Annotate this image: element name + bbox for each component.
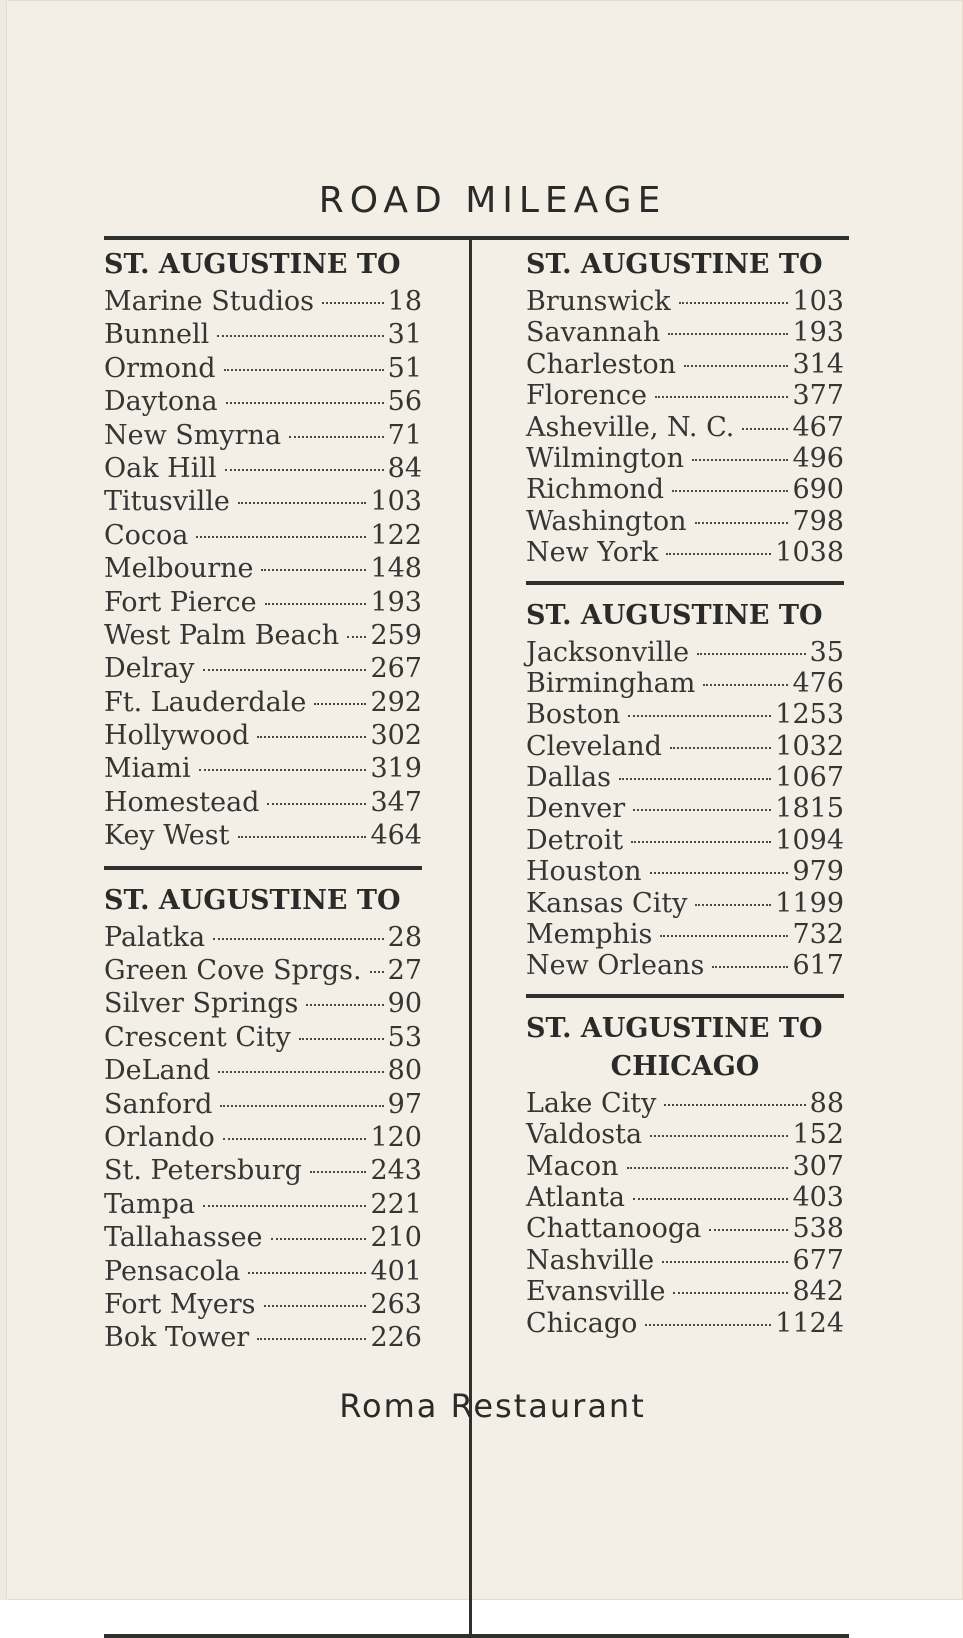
mileage-value: 210 bbox=[370, 1222, 422, 1254]
destination-name: Miami bbox=[104, 753, 191, 785]
destination-name: Palatka bbox=[104, 921, 206, 953]
mileage-value: 842 bbox=[792, 1276, 844, 1308]
mileage-row bbox=[104, 386, 422, 419]
mileage-row bbox=[104, 1055, 422, 1088]
dot-leader bbox=[203, 669, 367, 671]
mileage-row bbox=[526, 793, 844, 824]
destination-name: Green Cove Sprgs. bbox=[104, 955, 362, 987]
dot-leader bbox=[225, 469, 384, 471]
destination-name: Fort Pierce bbox=[104, 586, 257, 618]
mileage-value: 467 bbox=[792, 411, 844, 443]
section-rule bbox=[526, 994, 844, 998]
mileage-row bbox=[104, 687, 422, 720]
mileage-row bbox=[104, 1289, 422, 1322]
destination-name: Homestead bbox=[104, 786, 260, 818]
destination-name: Kansas City bbox=[526, 887, 688, 919]
destination-name: Nashville bbox=[526, 1244, 655, 1276]
mileage-value: 1253 bbox=[775, 699, 844, 731]
mileage-value: 263 bbox=[370, 1288, 422, 1320]
mileage-row bbox=[104, 1222, 422, 1255]
mileage-value: 1199 bbox=[775, 887, 844, 919]
destination-name: Chicago bbox=[526, 1307, 638, 1339]
mileage-row bbox=[526, 856, 844, 887]
dot-leader bbox=[271, 1238, 367, 1240]
destination-name: Brunswick bbox=[526, 286, 671, 317]
mileage-value: 1124 bbox=[775, 1307, 844, 1339]
dot-leader bbox=[712, 966, 788, 968]
mileage-row bbox=[104, 1256, 422, 1289]
mileage-row bbox=[526, 1308, 844, 1339]
dot-leader bbox=[314, 703, 366, 705]
section-heading: ST. AUGUSTINE TO bbox=[526, 1012, 823, 1044]
mileage-value: 193 bbox=[370, 586, 422, 618]
mileage-row bbox=[526, 1119, 844, 1150]
mileage-row bbox=[104, 553, 422, 586]
mileage-row bbox=[104, 787, 422, 820]
mileage-row bbox=[526, 286, 844, 317]
destination-name: Delray bbox=[104, 653, 195, 685]
destination-name: Oak Hill bbox=[104, 452, 217, 484]
dot-leader bbox=[220, 1105, 383, 1107]
destination-name: New Orleans bbox=[526, 950, 705, 982]
dot-leader bbox=[664, 1104, 805, 1106]
mileage-value: 90 bbox=[387, 988, 422, 1020]
dot-leader bbox=[679, 302, 789, 304]
mileage-row bbox=[104, 922, 422, 955]
mileage-value: 103 bbox=[370, 486, 422, 518]
mileage-row bbox=[526, 537, 844, 568]
dot-leader bbox=[224, 369, 384, 371]
mileage-row bbox=[526, 762, 844, 793]
destination-name: Pensacola bbox=[104, 1255, 241, 1287]
mileage-value: 690 bbox=[792, 474, 844, 506]
mileage-row bbox=[526, 668, 844, 699]
mileage-row bbox=[526, 474, 844, 505]
mileage-value: 152 bbox=[792, 1119, 844, 1151]
mileage-row bbox=[104, 955, 422, 988]
destination-name: Savannah bbox=[526, 317, 661, 349]
mileage-row bbox=[526, 699, 844, 730]
dot-leader bbox=[265, 603, 367, 605]
dot-leader bbox=[347, 636, 366, 638]
mileage-value: 31 bbox=[387, 319, 422, 351]
destination-name: Bunnell bbox=[104, 319, 210, 351]
mileage-value: 80 bbox=[387, 1055, 422, 1087]
dot-leader bbox=[692, 459, 789, 461]
mileage-row bbox=[104, 319, 422, 352]
mileage-value: 319 bbox=[370, 753, 422, 785]
mileage-value: 51 bbox=[387, 352, 422, 384]
mileage-row bbox=[526, 919, 844, 950]
dot-leader bbox=[666, 553, 771, 555]
section-heading: ST. AUGUSTINE TO bbox=[104, 249, 401, 280]
mileage-row bbox=[526, 506, 844, 537]
mileage-value: 88 bbox=[809, 1087, 844, 1119]
mileage-row bbox=[104, 286, 422, 319]
destination-name: Bok Tower bbox=[104, 1322, 250, 1354]
dot-leader bbox=[196, 536, 366, 538]
mileage-row bbox=[104, 420, 422, 453]
destination-name: Ft. Lauderdale bbox=[104, 686, 307, 718]
mileage-value: 71 bbox=[387, 419, 422, 451]
destination-name: Macon bbox=[526, 1150, 619, 1182]
mileage-row bbox=[526, 443, 844, 474]
mileage-row bbox=[526, 950, 844, 981]
mileage-value: 97 bbox=[387, 1088, 422, 1120]
dot-leader bbox=[370, 971, 384, 973]
dot-leader bbox=[628, 715, 771, 717]
dot-leader bbox=[238, 502, 367, 504]
mileage-row bbox=[104, 1022, 422, 1055]
mileage-value: 377 bbox=[792, 380, 844, 412]
mileage-value: 53 bbox=[387, 1021, 422, 1053]
dot-leader bbox=[217, 335, 383, 337]
mileage-value: 307 bbox=[792, 1150, 844, 1182]
dot-leader bbox=[670, 747, 771, 749]
left-column bbox=[104, 248, 422, 1356]
destination-name: Cleveland bbox=[526, 730, 662, 762]
mileage-value: 464 bbox=[370, 820, 422, 852]
dot-leader bbox=[322, 302, 384, 304]
mileage-value: 401 bbox=[370, 1255, 422, 1287]
mileage-row bbox=[104, 988, 422, 1021]
mileage-value: 120 bbox=[370, 1121, 422, 1153]
dot-leader bbox=[650, 1135, 788, 1137]
destination-name: Titusville bbox=[104, 486, 230, 518]
destination-name: New York bbox=[526, 537, 659, 569]
mileage-value: 677 bbox=[792, 1244, 844, 1276]
destination-name: Valdosta bbox=[526, 1119, 643, 1151]
destination-name: Crescent City bbox=[104, 1021, 291, 1053]
mileage-value: 221 bbox=[370, 1188, 422, 1220]
section-rule bbox=[526, 581, 844, 585]
mileage-value: 617 bbox=[792, 950, 844, 982]
destination-name: Asheville, N. C. bbox=[526, 411, 735, 443]
mileage-value: 259 bbox=[370, 619, 422, 651]
dot-leader bbox=[299, 1038, 384, 1040]
destination-name: Birmingham bbox=[526, 667, 696, 699]
mileage-value: 496 bbox=[792, 442, 844, 474]
section-subheading: CHICAGO bbox=[610, 1050, 760, 1082]
dot-leader bbox=[662, 1261, 788, 1263]
dot-leader bbox=[645, 1324, 771, 1326]
right-column bbox=[526, 248, 844, 1339]
mileage-value: 193 bbox=[792, 317, 844, 349]
dot-leader bbox=[633, 1198, 789, 1200]
section-heading: ST. AUGUSTINE TO bbox=[526, 249, 823, 280]
mileage-value: 226 bbox=[370, 1322, 422, 1354]
destination-name: Daytona bbox=[104, 386, 218, 418]
mileage-row bbox=[526, 731, 844, 762]
mileage-row bbox=[104, 1189, 422, 1222]
dot-leader bbox=[695, 522, 789, 524]
mileage-value: 403 bbox=[792, 1181, 844, 1213]
dot-leader bbox=[703, 684, 788, 686]
destination-name: New Smyrna bbox=[104, 419, 282, 451]
destination-name: Fort Myers bbox=[104, 1288, 256, 1320]
page-title: ROAD MILEAGE bbox=[318, 180, 667, 221]
destination-name: Cocoa bbox=[104, 519, 189, 551]
destination-name: Orlando bbox=[104, 1121, 215, 1153]
destination-name: Tallahassee bbox=[104, 1222, 263, 1254]
mileage-value: 1094 bbox=[775, 824, 844, 856]
mileage-value: 122 bbox=[370, 519, 422, 551]
section-heading: ST. AUGUSTINE TO bbox=[526, 599, 823, 631]
mileage-value: 27 bbox=[387, 955, 422, 987]
dot-leader bbox=[697, 653, 806, 655]
mileage-row bbox=[104, 353, 422, 386]
destination-name: Chattanooga bbox=[526, 1213, 702, 1245]
mileage-row bbox=[526, 380, 844, 411]
mileage-row bbox=[104, 753, 422, 786]
dot-leader bbox=[668, 333, 788, 335]
mileage-row bbox=[526, 1182, 844, 1213]
mileage-row bbox=[104, 820, 422, 853]
mileage-row bbox=[104, 1322, 422, 1355]
mileage-row bbox=[526, 888, 844, 919]
destination-name: Dallas bbox=[526, 762, 611, 794]
dot-leader bbox=[627, 1167, 789, 1169]
destination-name: Melbourne bbox=[104, 553, 254, 585]
dot-leader bbox=[672, 490, 788, 492]
destination-name: St. Petersburg bbox=[104, 1155, 302, 1187]
destination-name: Florence bbox=[526, 380, 647, 412]
dot-leader bbox=[199, 769, 367, 771]
destination-name: Evansville bbox=[526, 1276, 666, 1308]
destination-name: Tampa bbox=[104, 1188, 195, 1220]
destination-name: Boston bbox=[526, 699, 621, 731]
section-rule bbox=[104, 866, 422, 870]
mileage-value: 1815 bbox=[775, 793, 844, 825]
mileage-value: 798 bbox=[792, 505, 844, 537]
mileage-row bbox=[104, 1089, 422, 1122]
section-heading: ST. AUGUSTINE TO bbox=[104, 884, 401, 916]
destination-name: Silver Springs bbox=[104, 988, 299, 1020]
restaurant-name: Roma Restaurant bbox=[339, 1387, 646, 1425]
dot-leader bbox=[238, 836, 367, 838]
mileage-card bbox=[6, 0, 963, 1600]
dot-leader bbox=[261, 569, 366, 571]
dot-leader bbox=[213, 938, 384, 940]
mileage-row bbox=[104, 720, 422, 753]
dot-leader bbox=[650, 872, 789, 874]
destination-name: Lake City bbox=[526, 1087, 657, 1119]
mileage-value: 347 bbox=[370, 786, 422, 818]
dot-leader bbox=[257, 1338, 366, 1340]
mileage-row bbox=[526, 1088, 844, 1119]
destination-name: Atlanta bbox=[526, 1181, 625, 1213]
dot-leader bbox=[742, 428, 788, 430]
mileage-value: 732 bbox=[792, 919, 844, 951]
mileage-row bbox=[526, 412, 844, 443]
mileage-row bbox=[526, 349, 844, 380]
mileage-value: 18 bbox=[387, 286, 422, 317]
dot-leader bbox=[684, 365, 788, 367]
mileage-row bbox=[526, 637, 844, 668]
destination-name: Houston bbox=[526, 856, 642, 888]
dot-leader bbox=[218, 1071, 383, 1073]
destination-name: Ormond bbox=[104, 352, 216, 384]
dot-leader bbox=[660, 935, 788, 937]
destination-name: Marine Studios bbox=[104, 286, 315, 317]
mileage-value: 1038 bbox=[775, 537, 844, 569]
mileage-value: 84 bbox=[387, 452, 422, 484]
dot-leader bbox=[709, 1229, 788, 1231]
destination-name: Memphis bbox=[526, 919, 653, 951]
mileage-row bbox=[104, 1122, 422, 1155]
mileage-value: 314 bbox=[792, 348, 844, 380]
dot-leader bbox=[203, 1205, 366, 1207]
mileage-row bbox=[526, 825, 844, 856]
destination-name: Washington bbox=[526, 505, 687, 537]
mileage-row bbox=[104, 587, 422, 620]
mileage-value: 243 bbox=[370, 1155, 422, 1187]
mileage-value: 35 bbox=[809, 636, 844, 668]
mileage-row bbox=[526, 1245, 844, 1276]
dot-leader bbox=[257, 736, 366, 738]
destination-name: Hollywood bbox=[104, 720, 250, 752]
dot-leader bbox=[673, 1292, 788, 1294]
mileage-value: 476 bbox=[792, 667, 844, 699]
mileage-value: 538 bbox=[792, 1213, 844, 1245]
dot-leader bbox=[655, 396, 788, 398]
mileage-row bbox=[526, 1276, 844, 1307]
mileage-value: 103 bbox=[792, 286, 844, 317]
dot-leader bbox=[289, 436, 384, 438]
mileage-value: 292 bbox=[370, 686, 422, 718]
destination-name: Jacksonville bbox=[526, 636, 690, 668]
dot-leader bbox=[248, 1272, 366, 1274]
mileage-value: 267 bbox=[370, 653, 422, 685]
destination-name: DeLand bbox=[104, 1055, 211, 1087]
destination-name: Richmond bbox=[526, 474, 665, 506]
mileage-value: 979 bbox=[792, 856, 844, 888]
dot-leader bbox=[267, 803, 366, 805]
destination-name: Detroit bbox=[526, 824, 624, 856]
mileage-row bbox=[526, 1213, 844, 1244]
destination-name: West Palm Beach bbox=[104, 619, 340, 651]
mileage-row bbox=[104, 1155, 422, 1188]
mileage-row bbox=[104, 486, 422, 519]
destination-name: Wilmington bbox=[526, 442, 684, 474]
mileage-value: 302 bbox=[370, 720, 422, 752]
mileage-row bbox=[104, 520, 422, 553]
destination-name: Denver bbox=[526, 793, 626, 825]
destination-name: Charleston bbox=[526, 348, 677, 380]
dot-leader bbox=[695, 904, 771, 906]
mileage-value: 148 bbox=[370, 553, 422, 585]
dot-leader bbox=[310, 1171, 367, 1173]
dot-leader bbox=[631, 841, 771, 843]
dot-leader bbox=[633, 809, 771, 811]
dot-leader bbox=[223, 1138, 367, 1140]
bottom-rule bbox=[104, 1634, 849, 1638]
destination-name: Key West bbox=[104, 820, 230, 852]
mileage-row bbox=[526, 1151, 844, 1182]
mileage-value: 1032 bbox=[775, 730, 844, 762]
mileage-value: 1067 bbox=[775, 762, 844, 794]
mileage-value: 28 bbox=[387, 921, 422, 953]
mileage-row bbox=[104, 653, 422, 686]
top-rule bbox=[104, 236, 849, 240]
dot-leader bbox=[226, 402, 384, 404]
dot-leader bbox=[306, 1004, 383, 1006]
mileage-row bbox=[104, 453, 422, 486]
destination-name: Sanford bbox=[104, 1088, 213, 1120]
mileage-value: 56 bbox=[387, 386, 422, 418]
dot-leader bbox=[619, 778, 771, 780]
mileage-row bbox=[104, 620, 422, 653]
dot-leader bbox=[264, 1305, 367, 1307]
mileage-row bbox=[526, 317, 844, 348]
